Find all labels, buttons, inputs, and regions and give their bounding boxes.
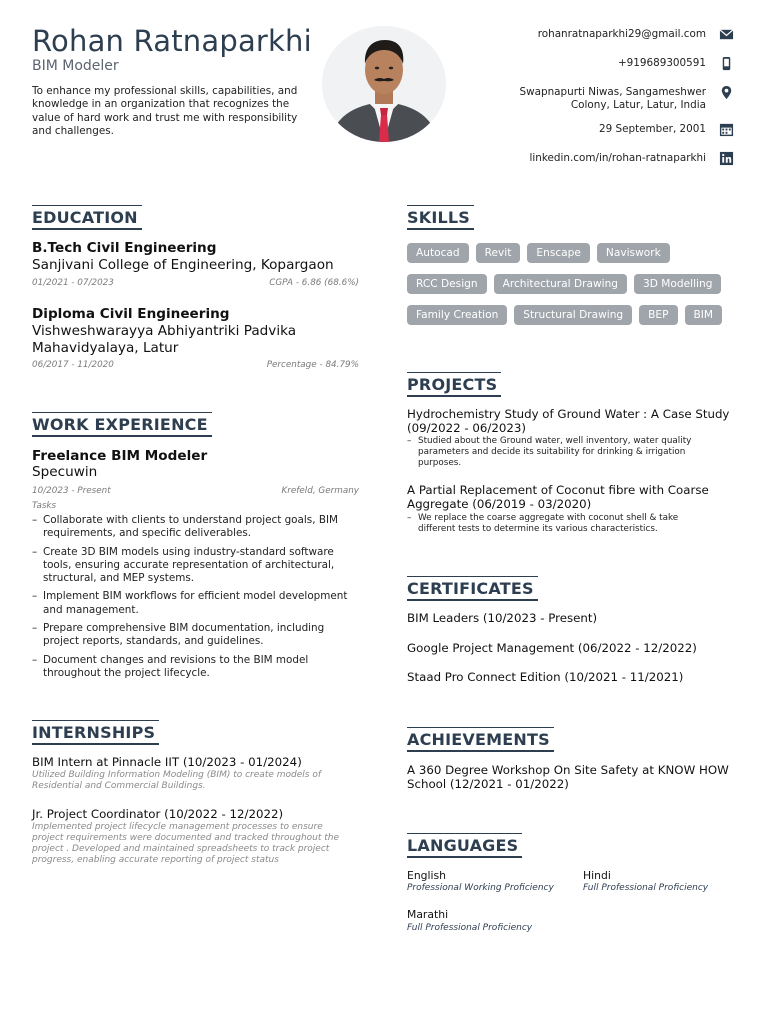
internship-heading: Jr. Project Coordinator (10/2022 - 12/2022) [32,807,284,821]
education-institution: Sanjivani College of Engineering, Kopargaon [32,257,334,273]
section-title-achievements: ACHIEVEMENTS [407,730,554,752]
contact-email[interactable]: rohanratnaparkhi29@gmail.com [537,28,706,40]
list-item: – We replace the coarse aggregate with coconut shell & take different tests to determine its various characteristics. [407,513,717,535]
work-company: Specuwin [32,464,98,480]
section-title-skills: SKILLS [407,208,474,230]
education-degree: Diploma Civil Engineering [32,306,230,322]
work-dates: 10/2023 - Present [32,486,111,496]
skill-tag: Revit [476,243,521,263]
section-title-projects: PROJECTS [407,375,501,397]
contact-address [520,86,706,113]
achievement-item: A 360 Degree Workshop On Site Safety at KNOW HOW School (12/2021 - 01/2022) [407,763,729,791]
calendar-icon [719,122,734,137]
section-title-certificates: CERTIFICATES [407,579,538,601]
skill-tag: Structural Drawing [514,305,632,325]
section-title-internships: INTERNSHIPS [32,723,159,745]
section-title-languages: LANGUAGES [407,836,522,858]
certificate-item: Google Project Management (06/2022 - 12/2022) [407,641,697,655]
list-item: – Prepare comprehensive BIM documentation, including project reports, standards, and guidelines. [32,622,360,649]
skill-tag: RCC Design [407,274,487,294]
linkedin-icon [719,151,734,166]
internship-heading: BIM Intern at Pinnacle IIT (10/2023 - 01/2024) [32,755,302,769]
envelope-icon [719,27,734,42]
language-name: Hindi [583,869,611,882]
list-item: – Create 3D BIM models using industry-standard software tools, ensuring accurate representation of architectural, structural, and MEP systems. [32,546,360,586]
skill-tag: Naviswork [597,243,670,263]
skill-tag: Enscape [527,243,590,263]
list-item: – Studied about the Ground water, well inventory, water quality parameters and decide its suitability for drinking & irrigation purposes. [407,436,717,469]
section-title-education: EDUCATION [32,208,142,230]
internship-description: Utilized Building Information Modeling (BIM) to create models of Residential and Commercial Buildings. [32,770,321,791]
skill-tag: BIM [685,305,723,325]
certificate-item: BIM Leaders (10/2023 - Present) [407,611,598,625]
contact-dob: 29 September, 2001 [598,123,706,135]
education-institution: Vishweshwarayya Abhiyantriki Padvika Mahavidyalaya, Latur [32,323,297,356]
skill-tag: 3D Modelling [634,274,721,294]
education-dates: 06/2017 - 11/2020 [32,360,114,370]
skill-tag: Autocad [407,243,469,263]
candidate-name: Rohan Ratnaparkhi [32,24,312,58]
work-tasks-list [32,514,360,685]
work-tasks-label: Tasks [32,501,57,511]
phone-icon [719,56,734,71]
summary-text: To enhance my professional skills, capabilities, and knowledge in an organization that recognizes the value of hard work and trust me with responsibility and challenges. [32,85,298,137]
education-dates: 01/2021 - 07/2023 [32,278,114,288]
contact-phone[interactable]: +919689300591 [617,57,706,69]
address-line-2: Colony, Latur, Latur, India [570,99,706,112]
language-name: English [407,869,446,882]
profile-photo [322,26,446,142]
skill-tag: BEP [639,305,677,325]
skill-tag: Family Creation [407,305,507,325]
language-proficiency: Full Professional Proficiency [583,883,709,893]
skill-tag: Architectural Drawing [494,274,627,294]
project-title: A Partial Replacement of Coconut fibre with Coarse Aggregate (06/2019 - 03/2020) [407,483,709,511]
work-position: Freelance BIM Modeler [32,448,208,464]
skills-row [407,243,670,263]
internship-description: Implemented project lifecycle management processes to ensure project requirements were documented and tracked throughout the project . Developed and maintained spreadsheets to track project progress, enabling accurate reporting of project status [32,822,340,865]
candidate-role: BIM Modeler [32,58,119,74]
project-bullets [407,513,717,535]
education-score: CGPA - 6.86 (68.6%) [269,278,359,288]
list-item: – Collaborate with clients to understand project goals, BIM requirements, and specific deliverables. [32,514,360,541]
education-degree: B.Tech Civil Engineering [32,240,217,256]
work-location: Krefeld, Germany [281,486,359,496]
list-item: – Implement BIM workflows for efficient model development and management. [32,590,360,617]
location-pin-icon [719,85,734,100]
language-name: Marathi [407,908,449,921]
skills-row [407,305,722,325]
education-score: Percentage - 84.79% [266,360,359,370]
list-item: – Document changes and revisions to the BIM model throughout the project lifecycle. [32,654,360,681]
skills-row [407,274,721,294]
address-line-1: Swapnapurti Niwas, Sangameshwer [519,86,706,98]
certificate-item: Staad Pro Connect Edition (10/2021 - 11/2021) [407,670,684,684]
project-title: Hydrochemistry Study of Ground Water : A Case Study (09/2022 - 06/2023) [407,407,730,435]
section-title-work-experience: WORK EXPERIENCE [32,415,212,437]
language-proficiency: Full Professional Proficiency [407,923,533,933]
project-bullets [407,436,717,469]
contact-linkedin[interactable]: linkedin.com/in/rohan-ratnaparkhi [529,152,706,164]
language-proficiency: Professional Working Proficiency [407,883,554,893]
